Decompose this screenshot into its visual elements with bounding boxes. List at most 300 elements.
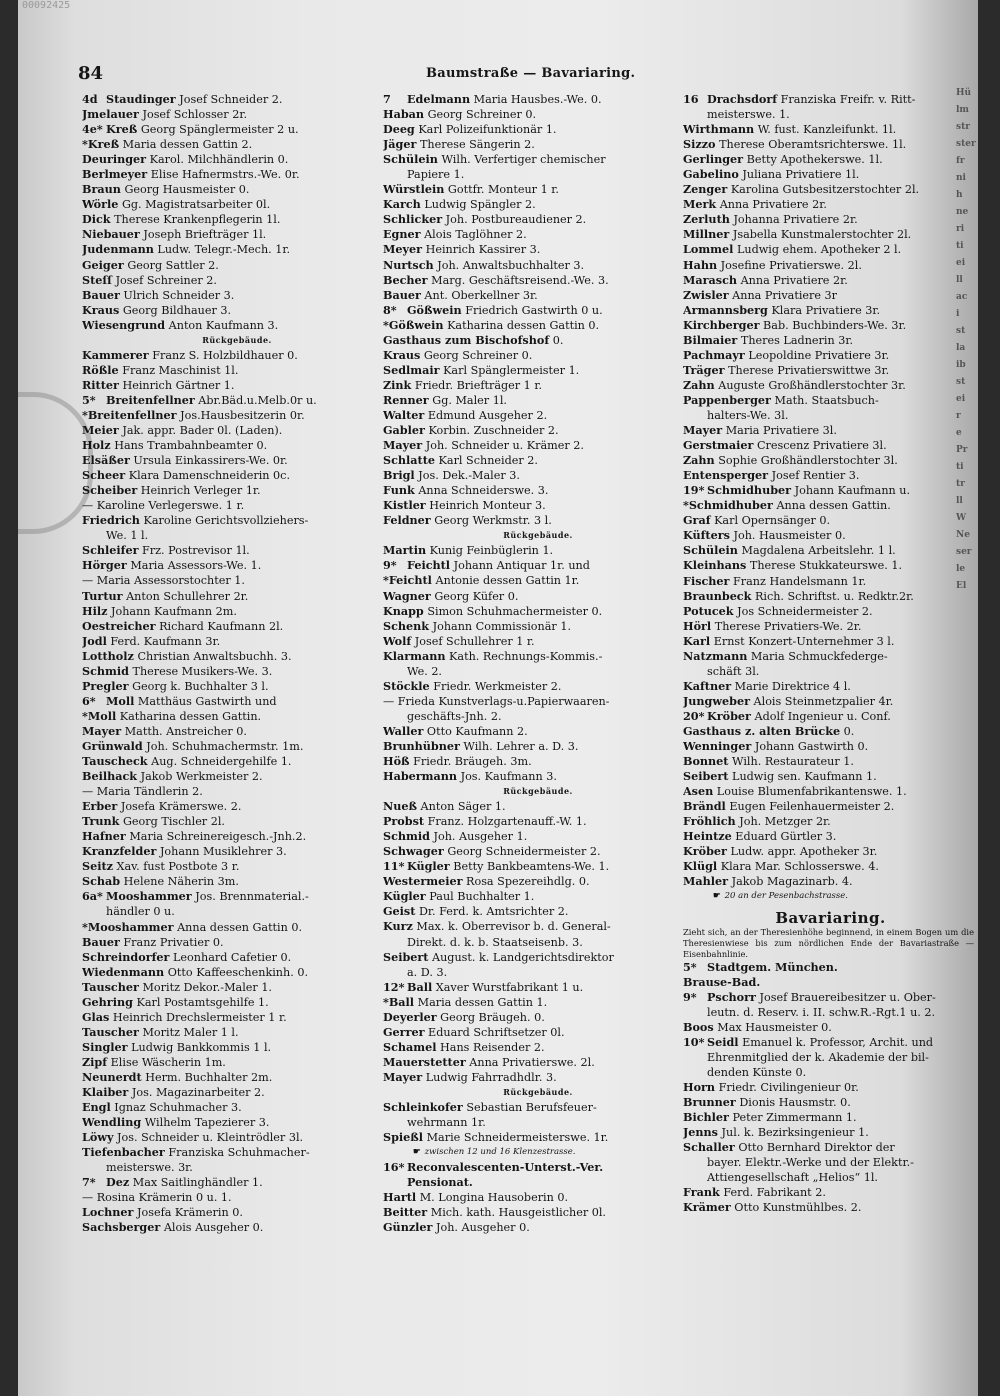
directory-entry: [383, 859, 693, 874]
entry-continuation: [82, 1160, 392, 1175]
entry-details: Moritz Maler 1 l.: [142, 1025, 239, 1039]
resident-name: Scheer: [82, 468, 126, 483]
resident-name: Kranzfelder: [82, 844, 157, 859]
entry-details: Helene Näherin 3m.: [123, 875, 239, 889]
entry-details: Jos. Magazinarbeiter 2.: [131, 1086, 265, 1100]
entry-continuation: [383, 167, 693, 182]
entry-continuation: [683, 1050, 978, 1065]
entry-details: Richard Kaufmann 2l.: [159, 619, 284, 633]
resident-name: Mooshammer: [106, 889, 192, 904]
resident-name: Kurz: [383, 919, 413, 934]
entry-details: Ludwig ehem. Apotheker 2 l.: [736, 243, 902, 257]
directory-entry: [82, 1115, 392, 1130]
resident-name: Pregler: [82, 678, 129, 693]
directory-entry: [683, 363, 978, 378]
entry-details: Klara Privatiere 3r.: [771, 303, 881, 317]
subheading: Rückgebäude.: [503, 786, 573, 797]
resident-name: Knapp: [383, 603, 424, 618]
edge-fragment: ei: [956, 258, 966, 268]
directory-entry: [82, 152, 392, 167]
entry-details: Paul Buchhalter 1.: [429, 890, 535, 904]
directory-entry: [683, 543, 978, 558]
entry-details: Georg Werkmstr. 3 l.: [434, 514, 552, 528]
resident-name: Schlicker: [383, 212, 443, 227]
directory-entry: [82, 543, 392, 558]
resident-name: Wirthmann: [683, 122, 755, 137]
resident-name: Zahn: [683, 377, 715, 392]
entry-details: Josef Brauereibesitzer u. Ober-: [759, 990, 936, 1004]
entry-continuation: [683, 1005, 978, 1020]
entry-details: Moritz Dekor.-Maler 1.: [142, 980, 272, 994]
directory-entry: [683, 273, 978, 288]
resident-name: Brunhübner: [383, 738, 460, 753]
resident-name: Tauscher: [82, 979, 139, 994]
directory-entry: [82, 965, 392, 980]
directory-entry: [683, 754, 978, 769]
entry-details: Johann Commissionär 1.: [432, 619, 571, 633]
directory-entry: [383, 904, 693, 919]
resident-name: Meyer: [383, 242, 423, 257]
entry-details: Klara Damenschneiderin 0c.: [128, 469, 290, 483]
entry-details: We. 2.: [407, 664, 442, 678]
entry-details: denden Künste 0.: [707, 1065, 807, 1079]
directory-entry: [82, 137, 392, 152]
resident-name: Grünwald: [82, 738, 143, 753]
entry-details: Wilhelm Tapezierer 3.: [144, 1116, 270, 1130]
entry-details: Jos Schneidermeister 2.: [737, 604, 873, 618]
resident-name: Nurtsch: [383, 257, 434, 272]
resident-name: Ritter: [82, 377, 119, 392]
entry-details: Ulrich Schneider 3.: [123, 288, 235, 302]
directory-entry: [383, 829, 693, 844]
directory-entry: [82, 859, 392, 874]
resident-name: Gabler: [383, 423, 425, 438]
entry-details: Xaver Wurstfabrikant 1 u.: [435, 980, 584, 994]
directory-entry: [383, 889, 693, 904]
resident-name: Kirchberger: [683, 317, 760, 332]
entry-details: Georg Bräugeh. 0.: [440, 1010, 545, 1024]
entry-details: Eugen Feilenhauermeister 2.: [729, 800, 895, 814]
resident-name: Scheiber: [82, 483, 138, 498]
resident-name: Feichtl: [407, 558, 451, 573]
entry-details: Christian Anwaltsbuchh. 3.: [137, 649, 292, 663]
directory-entry: [683, 167, 978, 182]
directory-entry: [383, 438, 693, 453]
resident-name: Kraus: [383, 347, 421, 362]
entry-details: — Maria Assessorstochter 1.: [82, 574, 245, 588]
directory-entry: [82, 754, 392, 769]
entry-details: Marie Direktrice 4 l.: [734, 679, 851, 693]
directory-entry: [383, 1190, 693, 1205]
entry-details: August. k. Landgerichtsdirektor: [432, 950, 614, 964]
directory-entry: [683, 227, 978, 242]
entry-details: Wilh. Lehrer a. D. 3.: [463, 739, 579, 753]
entry-details: Max. k. Oberrevisor b. d. General-: [416, 920, 611, 934]
resident-name: Walter: [383, 407, 425, 422]
directory-entry: [383, 182, 693, 197]
directory-entry: [683, 197, 978, 212]
entry-details: wehrmann 1r.: [407, 1116, 486, 1130]
entry-details: Therese Krankenpflegerin 1l.: [114, 213, 281, 227]
entry-details: Auguste Großhändlerstochter 3r.: [718, 378, 906, 392]
resident-name: Bichler: [683, 1110, 729, 1124]
directory-entry: [683, 122, 978, 137]
directory-entry: [383, 393, 693, 408]
resident-name: Merk: [683, 197, 717, 212]
house-number: 16*: [383, 1160, 405, 1175]
entry-details: Antonie dessen Gattin 1r.: [435, 574, 580, 588]
directory-entry: [683, 739, 978, 754]
resident-name: Wagner: [383, 588, 431, 603]
entry-details: Anna Privatiere 2r.: [719, 198, 827, 212]
cross-street-note: [383, 1145, 693, 1160]
directory-entry: [82, 558, 392, 573]
entry-details: schäft 3l.: [707, 664, 760, 678]
directory-entry: [683, 393, 978, 408]
resident-name: Erber: [82, 799, 118, 814]
entry-details: Georg Sattler 2.: [127, 258, 219, 272]
resident-name: Löwy: [82, 1130, 114, 1145]
entry-details: Josefa Krämerswe. 2.: [120, 800, 242, 814]
edge-fragment: ei: [956, 394, 966, 404]
edge-fragment: i: [956, 309, 960, 319]
directory-entry: [82, 935, 392, 950]
resident-name: Edelmann: [407, 92, 471, 106]
resident-name: Nueß: [383, 799, 417, 814]
resident-name: Steſſ: [82, 272, 112, 287]
resident-name: Kleinhans: [683, 558, 747, 573]
resident-name: Geiger: [82, 257, 124, 272]
resident-name: Bilmaier: [683, 332, 738, 347]
entry-details: Joh. Hausmeister 0.: [733, 529, 846, 543]
directory-entry: [383, 1010, 693, 1025]
entry-details: Alois Steinmetzpalier 4r.: [753, 694, 894, 708]
resident-name: Gabelino: [683, 167, 739, 182]
house-number: 6a*: [82, 889, 103, 904]
entry-details: Simon Schuhmachermeister 0.: [427, 604, 603, 618]
directory-entry: [82, 709, 392, 724]
resident-name: *Kreß: [82, 137, 120, 152]
directory-entry: [82, 889, 392, 904]
house-number: 10*: [683, 1034, 705, 1049]
entry-details: Max Hausmeister 0.: [717, 1020, 832, 1034]
directory-entry: [383, 799, 693, 814]
entry-details: Anna Privatierswe. 2l.: [469, 1055, 595, 1069]
page-number: 84: [78, 63, 104, 84]
entry-details: Anna Privatiere 3r: [732, 288, 838, 302]
entry-continuation: [383, 664, 693, 679]
resident-name: Sizzo: [683, 137, 716, 152]
directory-entry: [683, 1140, 978, 1155]
resident-name: Wiesengrund: [82, 317, 166, 332]
entry-details: Joh. Anwaltsbuchhalter 3.: [437, 258, 585, 272]
entry-details: Otto Bernhard Direktor der: [738, 1141, 895, 1155]
resident-name: Brigl: [383, 468, 415, 483]
entry-details: Franz Privatier 0.: [123, 935, 224, 949]
cross-street-note: [683, 889, 978, 904]
entry-details: a. D. 3.: [407, 965, 448, 979]
resident-name: Feldner: [383, 513, 431, 528]
entry-details: Johann Antiquar 1r. und: [453, 559, 590, 573]
resident-name: Dick: [82, 212, 111, 227]
resident-name: Breitenfellner: [106, 392, 195, 407]
entry-details: Ehrenmitglied der k. Akademie der bil-: [707, 1050, 929, 1064]
entry-details: Franz Handelsmann 1r.: [733, 574, 867, 588]
entry-details: Dr. Ferd. k. Amtsrichter 2.: [418, 905, 569, 919]
resident-name: Stadtgem. München.: [707, 959, 838, 974]
resident-name: Wenninger: [683, 739, 752, 754]
resident-name: Günzler: [383, 1220, 433, 1235]
entry-details: Josef Rentier 3.: [771, 469, 860, 483]
directory-entry: [683, 844, 978, 859]
directory-entry: [82, 1175, 392, 1190]
entry-details: Karoline Gerichtsvollziehers-: [143, 514, 309, 528]
resident-name: Natzmann: [683, 648, 748, 663]
resident-name: Bauer: [82, 934, 120, 949]
directory-entry: [82, 604, 392, 619]
directory-entry: [683, 468, 978, 483]
directory-entry: [683, 498, 978, 513]
resident-name: Schmid: [383, 829, 430, 844]
entry-details: Karolina Gutsbesitzerstochter 2l.: [730, 183, 920, 197]
resident-name: *Ball: [383, 994, 415, 1009]
resident-name: Kistler: [383, 498, 426, 513]
directory-entry: [82, 1100, 392, 1115]
resident-name: Mayer: [383, 1069, 423, 1084]
directory-entry: [683, 318, 978, 333]
house-number: 19*: [683, 483, 705, 498]
edge-fragment: lm: [956, 105, 969, 115]
entry-details: Jsabella Kunstmalerstochter 2l.: [732, 228, 912, 242]
directory-entry: [683, 438, 978, 453]
entry-details: — Maria Tändlerin 2.: [82, 785, 203, 799]
directory-entry: [383, 348, 693, 363]
resident-name: Hahn: [683, 257, 718, 272]
entry-details: Rich. Schriftst. u. Redktr.2r.: [754, 589, 914, 603]
directory-entry: [683, 604, 978, 619]
edge-fragment: ni: [956, 173, 966, 183]
entry-details: Elise Wäscherin 1m.: [110, 1055, 226, 1069]
entry-details: Otto Kunstmühlbes. 2.: [734, 1201, 862, 1215]
directory-entry: [683, 212, 978, 227]
entry-details: Edmund Ausgeher 2.: [427, 408, 548, 422]
entry-details: Franz S. Holzbildhauer 0.: [152, 348, 298, 362]
entry-details: Friedr. Bräugeh. 3m.: [413, 755, 532, 769]
directory-entry: [383, 1220, 693, 1235]
entry-details: Friedr. Briefträger 1 r.: [414, 378, 543, 392]
resident-name: Deuringer: [82, 152, 147, 167]
edge-fragment: ll: [956, 275, 963, 285]
resident-name: Seibert: [383, 949, 429, 964]
resident-name: Schleifer: [82, 543, 139, 558]
directory-entry: [683, 1035, 978, 1050]
resident-name: Gößwein: [407, 302, 462, 317]
directory-entry: [82, 814, 392, 829]
running-head: Baumstraße — Bavariaring.: [426, 66, 636, 81]
entry-details: Sebastian Berufsfeuer-: [466, 1101, 597, 1114]
resident-name: Holz: [82, 438, 111, 453]
house-number: 8*: [383, 302, 397, 317]
entry-details: Otto Kaffeeschenkinh. 0.: [167, 965, 308, 979]
entry-details: Karl Spänglermeister 1.: [443, 363, 580, 377]
column-3: [683, 92, 978, 1215]
resident-name: Seitz: [82, 859, 113, 874]
entry-details: Maria Hausbes.-We. 0.: [473, 93, 602, 106]
entry-details: 0.: [843, 724, 855, 738]
resident-name: Schülein: [383, 152, 438, 167]
edge-fragment: ac: [956, 292, 968, 302]
edge-fragment: st: [956, 377, 966, 387]
resident-name: Engl: [82, 1100, 111, 1115]
directory-entry: [82, 197, 392, 212]
directory-entry: [82, 258, 392, 273]
entry-details: M. Longina Hausoberin 0.: [419, 1191, 569, 1205]
resident-name: Kröber: [683, 844, 727, 859]
house-number: 5*: [82, 392, 96, 407]
directory-entry: [683, 513, 978, 528]
directory-entry: [383, 212, 693, 227]
entry-details: Joseph Briefträger 1l.: [143, 228, 267, 242]
resident-name: Lommel: [683, 242, 734, 257]
column-1: [82, 92, 392, 1236]
directory-entry: [383, 589, 693, 604]
directory-entry: [383, 288, 693, 303]
resident-name: Hafner: [82, 829, 126, 844]
directory-entry: [383, 543, 693, 558]
directory-entry: [683, 258, 978, 273]
house-number: 9*: [383, 558, 397, 573]
directory-entry: [683, 152, 978, 167]
entry-details: Ludwig Bankkommis 1 l.: [131, 1040, 272, 1054]
resident-name: Klügl: [683, 859, 718, 874]
directory-entry: [383, 619, 693, 634]
directory-entry: [383, 242, 693, 257]
resident-name: Judenmann: [82, 242, 154, 257]
column-2: [383, 92, 693, 1235]
resident-name: Schenk: [383, 618, 430, 633]
directory-entry: [82, 1220, 392, 1235]
entry-details: Crescenz Privatiere 3l.: [756, 439, 887, 453]
entry-details: Maria Privatiere 3l.: [725, 424, 837, 438]
resident-name: Sedlmair: [383, 362, 440, 377]
resident-name: Waller: [383, 723, 424, 738]
directory-entry: [82, 212, 392, 227]
scan-id: 00092425: [22, 0, 71, 11]
resident-name: Krämer: [683, 1200, 731, 1215]
directory-entry: [82, 829, 392, 844]
directory-entry: [683, 679, 978, 694]
directory-entry: [82, 799, 392, 814]
resident-name: Kreß: [106, 122, 138, 137]
entry-details: Maria Schreinereigesch.-Jnh.2.: [129, 830, 307, 844]
directory-entry: [82, 724, 392, 739]
directory-entry: [683, 769, 978, 784]
entry-details: Direkt. d. k. b. Staatseisenb. 3.: [407, 935, 583, 949]
directory-entry: [82, 468, 392, 483]
entry-details: Maria Schmuckfederge-: [750, 649, 888, 663]
entry-details: Eduard Gürtler 3.: [735, 830, 837, 844]
directory-entry: [82, 1010, 392, 1025]
entry-details: Herm. Buchhalter 2m.: [145, 1071, 273, 1084]
note-text: 20 an der Pesenbachstrasse.: [724, 891, 848, 902]
resident-name: *Feichtl: [383, 573, 432, 588]
entry-continuation: [683, 1170, 978, 1185]
entry-continuation: [683, 1155, 978, 1170]
entry-details: Karl Opernsänger 0.: [714, 514, 831, 528]
edge-fragment: ll: [956, 496, 963, 506]
directory-entry: [82, 995, 392, 1010]
resident-name: Tiefenbacher: [82, 1145, 165, 1160]
entry-details: Alois Taglöhner 2.: [424, 228, 527, 242]
resident-name: Brunner: [683, 1094, 736, 1109]
directory-entry: [82, 288, 392, 303]
entry-details: Anton Schullehrer 2r.: [126, 589, 249, 603]
directory-entry: [683, 784, 978, 799]
directory-entry: [383, 122, 693, 137]
resident-name: Klarmann: [383, 648, 446, 663]
house-number: 5*: [683, 959, 697, 974]
resident-name: Drachsdorf: [707, 92, 778, 106]
directory-entry: [82, 1130, 392, 1145]
directory-entry: [383, 498, 693, 513]
resident-name: *Gößwein: [383, 317, 444, 332]
resident-name: Habermann: [383, 769, 458, 784]
directory-entry: [383, 950, 693, 965]
entry-details: Gg. Maler 1l.: [432, 393, 507, 407]
resident-name: Gehring: [82, 994, 133, 1009]
entry-details: Dionis Hausmstr. 0.: [739, 1095, 851, 1109]
resident-name: Boos: [683, 1019, 714, 1034]
resident-name: Würstlein: [383, 182, 445, 197]
directory-entry: [383, 814, 693, 829]
edge-fragment: El: [956, 581, 967, 591]
directory-entry: [383, 273, 693, 288]
directory-entry: [683, 694, 978, 709]
directory-entry: [383, 227, 693, 242]
entry-details: Wilh. Restaurateur 1.: [732, 755, 854, 769]
entry-details: Georg k. Buchhalter 3 l.: [132, 679, 269, 693]
entry-details: Leonhard Cafetier 0.: [173, 950, 292, 964]
directory-entry: [82, 980, 392, 995]
directory-entry: [82, 649, 392, 664]
entry-details: Ferd. Fabrikant 2.: [723, 1186, 826, 1200]
directory-entry: [383, 1130, 693, 1145]
entry-details: Heinrich Kassirer 3.: [425, 243, 541, 257]
directory-entry: [383, 739, 693, 754]
directory-entry: [683, 1200, 978, 1215]
entry-details: Johann Musiklehrer 3.: [159, 845, 287, 859]
entry-details: Josef Schneider 2.: [179, 93, 283, 106]
resident-name: Pschorr: [707, 989, 756, 1004]
resident-name: Egner: [383, 227, 421, 242]
resident-name: Mauerstetter: [383, 1054, 466, 1069]
house-number: 6*: [82, 693, 96, 708]
resident-name: Braun: [82, 182, 121, 197]
directory-entry: [82, 920, 392, 935]
resident-name: Stöckle: [383, 678, 430, 693]
resident-name: Klaiber: [82, 1085, 129, 1100]
entry-details: Georg Schreiner 0.: [427, 108, 537, 122]
entry-details: Friedrich Gastwirth 0 u.: [465, 303, 603, 317]
entry-details: Joh. Ausgeher 0.: [436, 1221, 530, 1235]
resident-name: Beilhack: [82, 769, 138, 784]
edge-fragment: W: [956, 513, 967, 523]
entry-details: Otto Kaufmann 2.: [426, 724, 528, 738]
resident-name: *Schmidhuber: [683, 498, 773, 513]
directory-entry: [82, 1070, 392, 1085]
house-number: 4d: [82, 92, 98, 106]
resident-name: Gasthaus z. alten Brücke: [683, 723, 841, 738]
